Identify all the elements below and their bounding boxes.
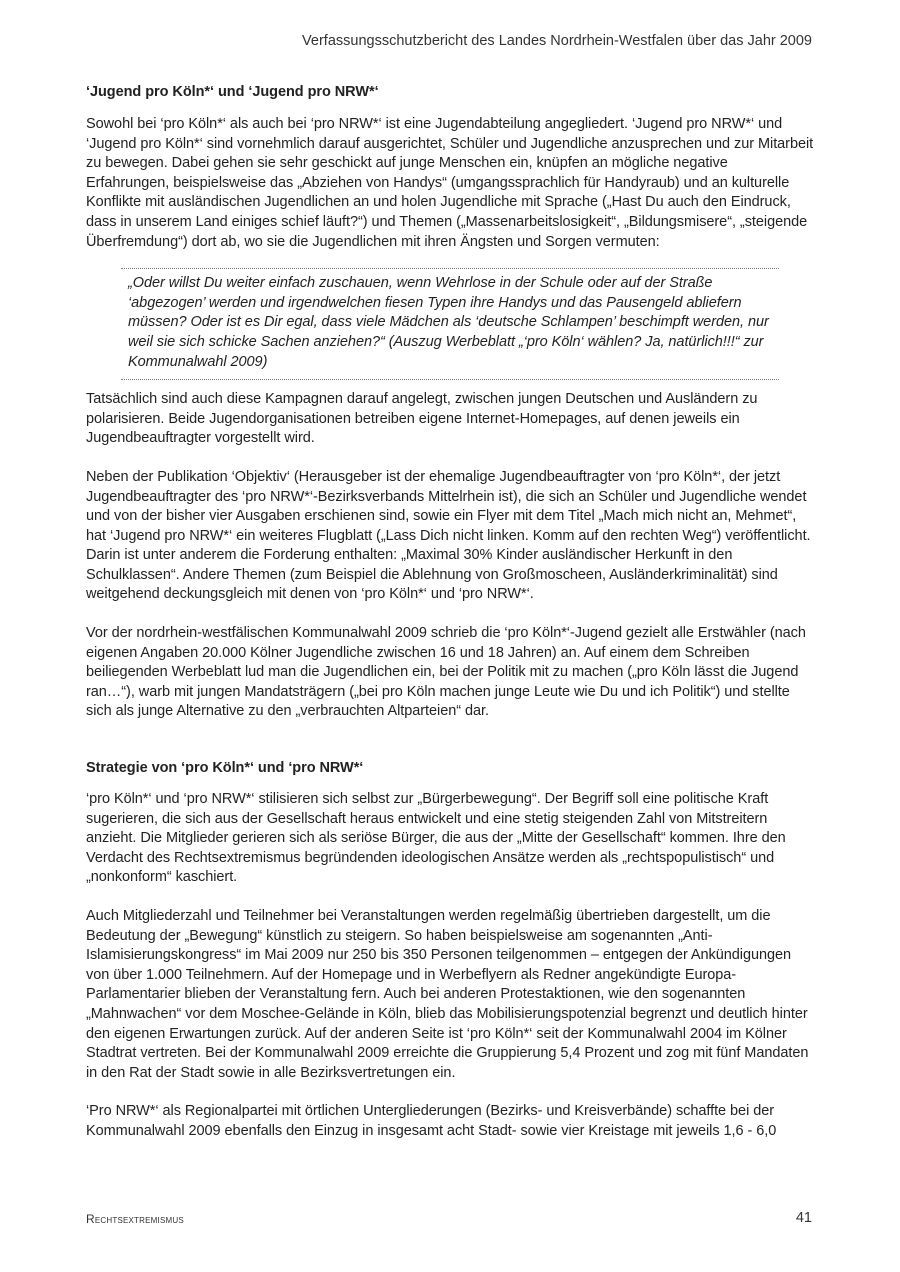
paragraph: ‘Pro NRW*‘ als Regionalpartei mit örtlichen Untergliederungen (Bezirks- und Kreisverbände) schaffte bei der Kommunalwahl 2009 ebenfalls den Einzug in insgesamt acht Stadt- sowie vier Kreistage mit jeweils 1,6 - 6,0: [86, 1103, 777, 1139]
paragraph: Sowohl bei ‘pro Köln*‘ als auch bei ‘pro NRW*‘ ist eine Jugendabteilung angegliedert. ‘Jugend pro NRW*‘ und ‘Jugend pro Köln*‘ sind vornehmlich darauf ausgerichtet, Schüler und Jugendliche anzusprechen und zur Mitarbeit zu bewegen. Dabei gehen sie sehr geschickt auf junge Menschen ein, knüpfen an mögliche negative Erfahrungen, beispielsweise das „Abziehen von Handys“ (umgangssprachlich für Handyraub) und an kulturelle Konflikte mit ausländischen Jugendlichen an und holen Jugendliche mit Sprache („Hast Du auch den Eindruck, dass in unserem Land einiges schief läuft?“) und Themen („Massenarbeitslosigkeit“, „Bildungsmisere“, „steigende Überfremdung“) dort ab, wo sie die Jugendlichen mit ihren Ängsten und Sorgen vermuten:: [86, 116, 814, 250]
footer-section-name: Rechtsextremismus: [86, 1212, 184, 1226]
page-number: 41: [795, 1210, 812, 1226]
paragraph: Vor der nordrhein-westfälischen Kommunalwahl 2009 schrieb die ‘pro Köln*‘-Jugend gezielt alle Erstwähler (nach eigenen Angaben 20.000 Kölner Jugendliche zwischen 16 und 18 Jahren) an. Auf einem dem Schreiben beiliegenden Werbeblatt lud man die Jugendlichen ein, bei der Politik mit zu machen („pro Köln lässt die Jugend ran…“), warb mit jungen Mandatsträgern („bei pro Köln machen junge Leute wie Du und ich Politik“) und stellte sich als junge Alternative zu den „verbrauchten Altparteien“ dar.: [86, 625, 806, 720]
page-body: [86, 82, 814, 1142]
paragraph: Neben der Publikation ‘Objektiv‘ (Herausgeber ist der ehemalige Jugendbeauftragter von ‘pro Köln*‘, der jetzt Jugendbeauftragter des ‘pro NRW*‘-Bezirksverbands Mittelrhein ist), die sich an Schüler und Jugendliche wendet und von der bisher vier Ausgaben erschienen sind, sowie ein Flyer mit dem Titel „Mach mich nicht an, Mehmet“, hat ‘Jugend pro NRW*‘ ein weiteres Flugblatt („Lass Dich nicht linken. Komm auf den rechten Weg“) veröffentlicht. Darin ist unter anderem die Forderung enthalten: „Maximal 30% Kinder ausländischer Herkunft in den Schulklassen“. Andere Themen (zum Beispiel die Ablehnung von Großmoscheen, Ausländerkriminalität) sind weitgehend deckungsgleich mit denen von ‘pro Köln*‘ und ‘pro NRW*‘.: [86, 468, 811, 603]
block-quote: „Oder willst Du weiter einfach zuschauen, wenn Wehrlose in der Schule oder auf der Straße ‘abgezogen’ werden und irgendwelchen fiesen Typen ihre Handys und das Pausengeld abliefern müssen? Oder ist es Dir egal, dass viele Mädchen als ‘deutsche Schlampen’ beschimpft werden, nur weil sie sich schicke Sachen anziehen?“ (Auszug Werbeblatt „‘pro Köln‘ wählen? Ja, natürlich!!!“ zur Kommunalwahl 2009): [121, 268, 779, 380]
paragraph: Tatsächlich sind auch diese Kampagnen darauf angelegt, zwischen jungen Deutschen und Ausländern zu polarisieren. Beide Jugendorganisationen betreiben eigene Internet-Homepages, auf denen jeweils ein Jugendbeauftragter vorgestellt wird.: [86, 391, 758, 447]
running-header: Verfassungsschutzbericht des Landes Nordrhein-Westfalen über das Jahr 2009: [302, 33, 812, 49]
paragraph: Auch Mitgliederzahl und Teilnehmer bei Veranstaltungen werden regelmäßig übertrieben dargestellt, um die Bedeutung der „Bewegung“ künstlich zu steigern. So haben beispielsweise am sogenannten „Anti-Islamisierungskongress“ im Mai 2009 nur 250 bis 350 Personen teilgenommen – entgegen der Ankündigungen von über 1.000 Teilnehmern. Auf der Homepage und in Werbeflyern als Redner angekündigte Europa-Parlamentarier blieben der Veranstaltung fern. Auch bei anderen Protestaktionen, wie den sogenannten „Mahnwachen“ vor dem Moschee-Gelände in Köln, blieb das Mobilisierungspotenzial begrenzt und deutlich hinter den eigenen Erwartungen zurück. Auf der anderen Seite ist ‘pro Köln*‘ seit der Kommunalwahl 2004 im Kölner Stadtrat vertreten. Bei der Kommunalwahl 2009 erreichte die Gruppierung 5,4 Prozent und zog mit fünf Mandaten in den Rat der Stadt sowie in alle Bezirksvertretungen ein.: [86, 908, 809, 1081]
section-heading-strategie: Strategie von ‘pro Köln*‘ und ‘pro NRW*‘: [86, 760, 364, 777]
paragraph: ‘pro Köln*‘ und ‘pro NRW*‘ stilisieren sich selbst zur „Bürgerbewegung“. Der Begriff soll eine politische Kraft sugerieren, die sich aus der Gesellschaft heraus entwickelt und eine stetig steigenden Zahl von Mitstreitern anzieht. Die Mitglieder gerieren sich als seriöse Bürger, die aus der „Mitte der Gesellschaft“ kommen. Ihre den Verdacht des Rechtsextremismus begründenden ideologischen Ansätze werden als „rechtspopulistisch“ und „nonkonform“ kaschiert.: [86, 791, 786, 886]
section-heading-jugend: ‘Jugend pro Köln*‘ und ‘Jugend pro NRW*‘: [86, 84, 379, 100]
